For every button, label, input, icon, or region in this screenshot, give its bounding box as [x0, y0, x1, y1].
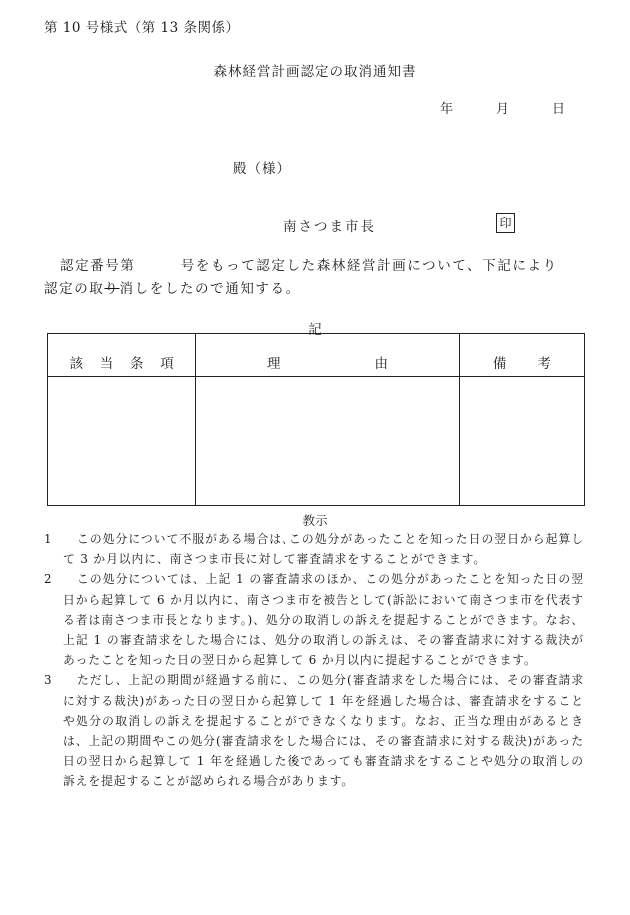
- instruction-text: この処分について不服がある場合は､この処分があったことを知った日の翌日から起算して 3 か月以内に、南さつま市長に対して審査請求をすることができます。: [63, 532, 584, 567]
- header-reason: [196, 334, 459, 377]
- cell-remarks[interactable]: [459, 377, 584, 506]
- struck-character: り: [104, 281, 120, 297]
- date-year-label: 年: [440, 102, 454, 117]
- header-remarks: [459, 334, 584, 377]
- notice-body-line-2-end: 消しをしたので通知する。: [119, 281, 301, 297]
- seal-mark: 印: [496, 213, 515, 233]
- header-char: 項: [160, 356, 174, 372]
- header-char: 該: [69, 356, 84, 372]
- header-applicable-clause: [48, 334, 196, 377]
- document-title: 森林経営計画認定の取消通知書: [213, 64, 417, 80]
- instruction-item: [44, 529, 584, 569]
- header-char: 理: [267, 356, 281, 372]
- header-char: 当: [99, 356, 114, 372]
- instruction-text: この処分については、上記 1 の審査請求のほか、この処分があったことを知った日の翌日から起算して 6 か月以内に、南さつま市を被告として(訴訟において南さつま市を代表する者は南さつま市長となります。)、処分の取消しの訴えを提起することができます。なお、上記 1 の審査請求をした場合には、処分の取消しの訴えは、その審査請求に対する裁決があったことを知った日の翌日から起算して 6 か月以内に提起することができます。: [63, 572, 584, 668]
- cell-applicable-clause[interactable]: [48, 377, 196, 506]
- header-char: 条: [129, 356, 144, 372]
- header-char: 考: [537, 356, 551, 372]
- ki-heading: 記: [308, 322, 322, 338]
- notice-body-line-2-start: 認定の取: [44, 281, 105, 297]
- form-number: 第 10 号様式（第 13 条関係）: [44, 20, 240, 36]
- notice-body-line-1: 認定番号第 号をもって認定した森林経営計画について、下記により: [60, 258, 558, 274]
- instruction-item: [44, 569, 584, 670]
- instruction-text: ただし、上記の期間が経過する前に、この処分(審査請求をした場合には、その審査請求に対する裁決)があった日の翌日から起算して 1 年を経過した場合は、審査請求をすることや処分の取消しの訴えを提起することができなくなります。なお、正当な理由があるときは、上記の期間やこの処分(審査請求をした場合には、その審査請求に対する裁決)があった日の翌日から起算して 1 年を経過した後であっても審査請求をすることや処分の取消しの訴えを提起することが認められる場合があります。: [63, 673, 584, 789]
- instruction-item: [44, 670, 584, 791]
- notice-body: [44, 255, 584, 301]
- instruction-list: [44, 529, 584, 792]
- table-header-row: [48, 334, 585, 377]
- cell-reason[interactable]: [196, 377, 459, 506]
- header-char: 由: [374, 356, 388, 372]
- issuer-name: 南さつま市長: [283, 219, 376, 235]
- instruction-heading: 教示: [302, 513, 328, 528]
- details-table: [47, 333, 585, 506]
- table-body-row: [48, 377, 585, 506]
- instruction-number: 2: [44, 572, 52, 587]
- addressee-honorific: 殿（様）: [233, 161, 291, 177]
- header-char: 備: [492, 356, 507, 372]
- notice-body-line-2: [44, 278, 584, 301]
- instruction-number: 3: [44, 673, 52, 688]
- date-month-label: 月: [496, 102, 510, 117]
- date-day-label: 日: [552, 102, 566, 117]
- instruction-number: 1: [44, 532, 52, 546]
